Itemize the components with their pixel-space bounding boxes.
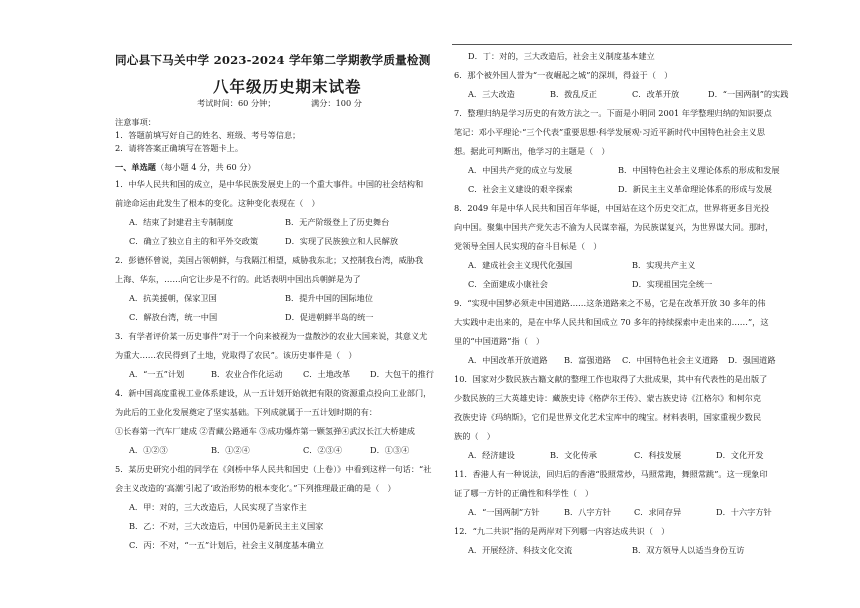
section-heading — [115, 162, 256, 173]
option-b: B．①②④ — [211, 445, 250, 455]
option-b: B．富强道路 — [564, 355, 611, 365]
exam-time: 考试时间：60 分钟； — [197, 98, 276, 108]
option-a: A．三大改造 — [468, 89, 515, 99]
option-c: C．中国特色社会主义道路 — [622, 355, 719, 365]
question-line: 族的（ ） — [454, 431, 495, 441]
option-a: A．经济建设 — [468, 450, 515, 460]
option-c: C．求同存异 — [634, 507, 682, 517]
question-line: 想。据此可判断出，他学习的主题是（ ） — [454, 146, 610, 156]
option-c: C．改革开放 — [632, 89, 680, 99]
option-b: B．乙：不对，三大改造后，中国仍是新民主主义国家 — [129, 521, 324, 531]
question-line: 10．国家对少数民族古籍文献的整理工作也取得了大批成果，其中有代表性的是出版了 — [454, 374, 768, 384]
question-line: 会主义改造的‘高潮’引起了‘政治形势的根本变化’。”下列推理最正确的是（ ） — [115, 483, 396, 493]
question-line: 为此后的工业化发展奠定了坚实基础。下列成就属于一五计划时期的有： — [115, 407, 378, 417]
option-a: A．中国共产党的成立与发展 — [468, 165, 573, 175]
option-a: A．建成社会主义现代化强国 — [468, 260, 573, 270]
question-line: ①长春第一汽车厂建成 ②青藏公路通车 ③成功爆炸第一颗氢弹④武汉长江大桥建成 — [115, 426, 415, 436]
option-d: D．促进朝鲜半岛的统一 — [285, 312, 374, 322]
question-line: 党领导全国人民实现的奋斗目标是（ ） — [454, 241, 602, 251]
option-d: D．大包干的推行 — [370, 369, 434, 379]
option-c: C．②③④ — [303, 445, 343, 455]
question-line: 证了哪一方针的正确性和科学性（ ） — [454, 488, 594, 498]
question-line: 孜族史诗《玛纳斯》，它们是世界文化艺术宝库中的瑰宝。材料表明，国家重视少数民 — [454, 412, 762, 422]
option-a: A．结束了封建君主专制制度 — [129, 217, 234, 227]
option-d: D．文化开发 — [716, 450, 764, 460]
option-c: C．科技发展 — [634, 450, 682, 460]
question-line: 为重大……农民得到了土地，党取得了农民”。该历史事件是（ ） — [115, 350, 357, 360]
option-b: B．双方领导人以适当身份互访 — [632, 545, 745, 555]
question-line: 大实践中走出来的，是在中华人民共和国成立 70 多年的持续探索中走出来的……”，这 — [454, 317, 769, 327]
notes-heading: 注意事项： — [115, 117, 156, 127]
question-line: 1．中华人民共和国的成立，是中华民族发展史上的一个重大事件。中国的社会结构和 — [115, 179, 424, 189]
question-line: 12．“九二共识”指的是两岸对下列哪一内容达成共识（ ） — [454, 526, 670, 536]
question-line: 前途命运由此发生了根本的变化。这种变化表现在（ ） — [115, 198, 320, 208]
question-line: 向中国。聚集中国共产党矢志不渝为人民谋幸福，为民族谋复兴，为世界谋大同。那时， — [454, 222, 774, 232]
question-line: 5．某历史研究小组的同学在《剑桥中华人民共和国史（上卷）》中看到这样一句话：“社 — [115, 464, 432, 474]
option-a: A．中国改革开放道路 — [468, 355, 548, 365]
option-c: C．全面建成小康社会 — [468, 279, 548, 289]
option-a: A．①②③ — [129, 445, 168, 455]
option-b: B．文化传承 — [550, 450, 597, 460]
question-line: 8．2049 年是中华人民共和国百年华诞，中国站在这个历史交汇点，世界将更多目光投 — [454, 203, 770, 213]
question-line: 2．彭德怀曾说，美国占领朝鲜，与我隔江相望，威胁我东北；又控制我台湾，威胁我 — [115, 255, 424, 265]
option-c: C．确立了独立自主的和平外交政策 — [129, 236, 259, 246]
option-b: B．八字方针 — [564, 507, 611, 517]
option-b: B．农业合作化运动 — [211, 369, 283, 379]
question-line: 3．有学者评价某一历史事件“对于一个向来被视为一盘散沙的农业大国来说，其意义尤 — [115, 331, 428, 341]
option-b: B．实现共产主义 — [632, 260, 696, 270]
option-a: A．甲：对的，三大改造后，人民实现了当家作主 — [129, 502, 307, 512]
question-line: 11．香港人有一种说法，回归后的香港“股照常炒，马照常跑，舞照常跳”。这一现象印 — [454, 469, 768, 479]
option-c: C．土地改革 — [303, 369, 351, 379]
option-d: D．实现了民族独立和人民解放 — [285, 236, 399, 246]
option-d: D．实现祖国完全统一 — [632, 279, 713, 289]
option-d: D．丁：对的，三大改造后，社会主义制度基本建立 — [468, 51, 655, 61]
section-title: 一、单选题 — [115, 162, 156, 172]
option-a: A．抗美援朝，保家卫国 — [129, 293, 217, 303]
note-item: 2．请将答案正确填写在答题卡上。 — [115, 143, 244, 153]
school-line: 同心县下马关中学 2023-2024 学年第二学期教学质量检测 — [115, 53, 431, 67]
option-d: D．①③④ — [370, 445, 410, 455]
option-d: D．十六字方针 — [716, 507, 772, 517]
top-divider — [452, 44, 792, 45]
option-a: A．开展经济、科技文化交流 — [468, 545, 573, 555]
question-line: 笔记：邓小平理论·“三个代表”重要思想·科学发展观·习近平新时代中国特色社会主义思 — [454, 127, 765, 137]
option-d: D．“一国两制”的实践 — [708, 89, 789, 99]
question-line: 4．新中国高度重视工业体系建设，从一五计划开始就把有限的资源重点投向工业部门， — [115, 388, 432, 398]
option-d: D．强国道路 — [728, 355, 776, 365]
note-item: 1．答题前填写好自己的姓名、班级、考号等信息； — [115, 130, 301, 140]
option-d: D．新民主主义革命理论体系的形成与发展 — [618, 184, 772, 194]
option-a: A．“一五”计划 — [129, 369, 185, 379]
option-b: B．拨乱反正 — [550, 89, 597, 99]
option-c: C．社会主义建设的艰辛探索 — [468, 184, 573, 194]
question-line: 6．那个被外国人誉为“一夜崛起之城”的深圳，得益于（ ） — [454, 70, 673, 80]
question-line: 上海、华东，……向它让步是不行的。此话表明中国出兵朝鲜是为了 — [115, 274, 361, 284]
option-b: B．中国特色社会主义理论体系的形成和发展 — [618, 165, 780, 175]
option-c: C．解放台湾，统一中国 — [129, 312, 218, 322]
exam-score: 满分：100 分 — [311, 98, 362, 108]
question-line: 7．整理归纳是学习历史的有效方法之一。下面是小明同 2001 年学整理归纳的知识要点 — [454, 108, 772, 118]
option-b: B．提升中国的国际地位 — [285, 293, 373, 303]
section-note: （每小题 4 分，共 60 分） — [155, 162, 256, 172]
option-c: C．丙：不对，“一五”计划后，社会主义制度基本确立 — [129, 540, 324, 550]
question-line: 9．“实现中国梦必须走中国道路……这条道路来之不易，它是在改革开放 30 多年的伟 — [454, 298, 766, 308]
option-b: B．无产阶级登上了历史舞台 — [285, 217, 390, 227]
option-a: A．“一国两制”方针 — [468, 507, 540, 517]
question-line: 少数民族的三大英雄史诗：藏族史诗《格萨尔王传》、蒙古族史诗《江格尔》和柯尔克 — [454, 393, 762, 403]
question-line: 里的“中国道路”指（ ） — [454, 336, 545, 346]
exam-title: 八年级历史期末试卷 — [213, 77, 362, 96]
